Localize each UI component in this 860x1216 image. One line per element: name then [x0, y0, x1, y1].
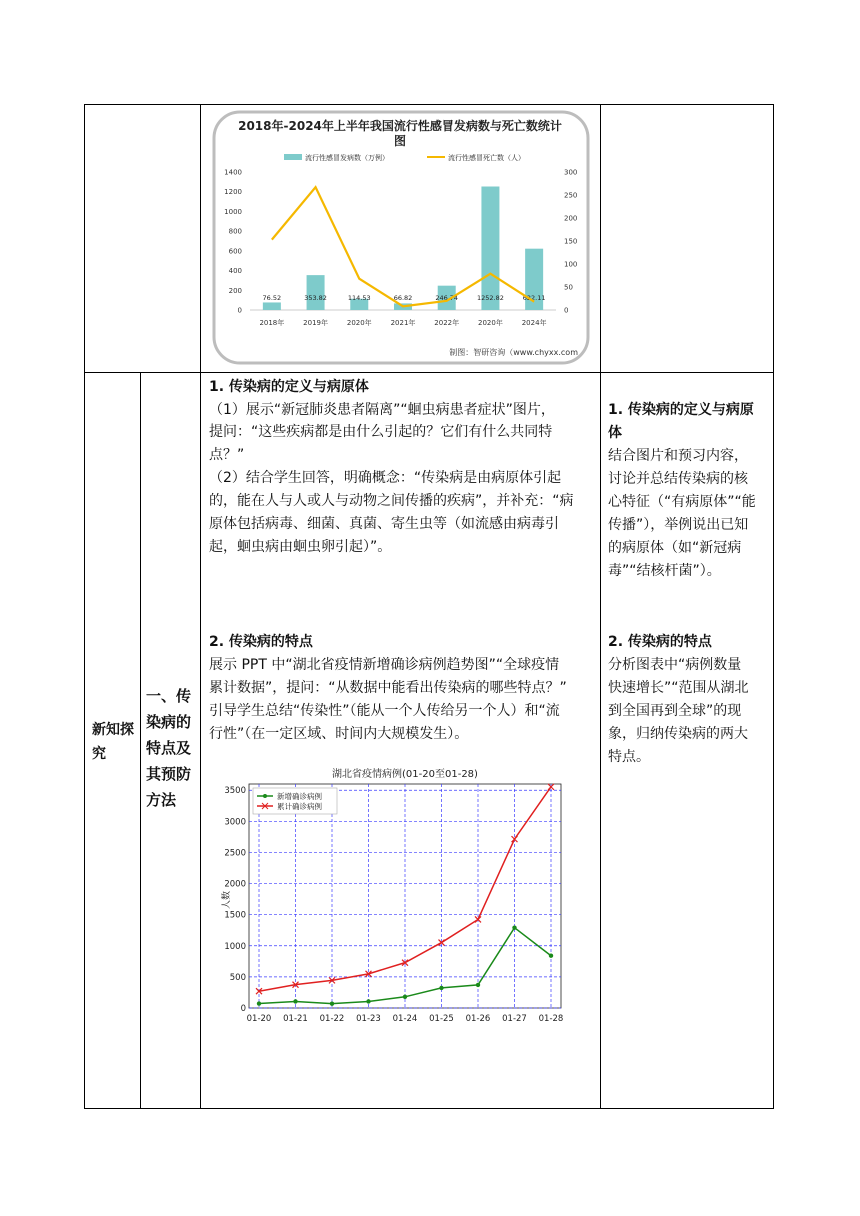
teacher-s1-title: 1. 传染病的定义与病原体 [209, 379, 369, 395]
hubei-point-new [366, 999, 370, 1003]
flu-ytick-left: 200 [228, 286, 242, 295]
flu-xtick: 2024年 [521, 319, 547, 327]
hubei-point-new [512, 925, 516, 929]
table-border-top [84, 104, 774, 105]
table-col-divider-1 [140, 372, 141, 1109]
teacher-s2-line4: 行性”（在一定区域、时间内大规模发生）。 [209, 726, 469, 742]
student-s1-title: 1. 传染病的定义与病原 [608, 402, 754, 418]
flu-ytick-left: 1000 [224, 207, 242, 216]
flu-ytick-right: 250 [564, 191, 578, 200]
flu-ytick-right: 300 [564, 168, 578, 177]
student-s1-line1: 结合图片和预习内容， [608, 448, 748, 464]
flu-ytick-right: 0 [564, 306, 569, 315]
flu-ytick-left: 1400 [224, 168, 242, 177]
table-col-divider-2 [200, 104, 201, 1109]
hubei-legend-label: 累计确诊病例 [277, 802, 322, 811]
hubei-xtick: 01-22 [319, 1014, 345, 1024]
flu-legend-bar-swatch [284, 154, 302, 160]
student-s1-line5: 的病原体（如“新冠病 [608, 540, 742, 556]
hubei-legend-label: 新增确诊病例 [277, 792, 322, 801]
flu-ytick-left: 0 [237, 306, 242, 315]
hubei-chart [222, 764, 564, 1026]
flu-xtick: 2019年 [303, 319, 328, 327]
flu-bar [481, 187, 499, 310]
flu-ytick-left: 600 [228, 247, 242, 256]
teacher-s1-line5: 的，能在人与人或人与动物之间传播的疾病”，并补充：“病 [209, 493, 574, 509]
student-s2-line2: 快速增长”“范围从湖北 [608, 680, 749, 696]
teacher-s2-title: 2. 传染病的特点 [209, 634, 313, 650]
teacher-s1-line2: 提问：“这些疾病都是由什么引起的？它们有什么共同特 [209, 424, 553, 440]
hubei-point-new [549, 954, 553, 958]
flu-bar [307, 275, 325, 310]
hubei-ytick: 3000 [224, 817, 246, 828]
hubei-point-new [476, 983, 480, 987]
teacher-s2-line3: 引导学生总结“传染性”（能从一个人传给另一个人）和“流 [209, 703, 560, 719]
hubei-ytick: 0 [240, 1004, 246, 1014]
student-s1-line6: 毒”“结核杆菌”）。 [608, 563, 721, 579]
hubei-ytick: 1500 [224, 910, 246, 921]
flu-chart-source: 制图：智研咨询（www.chyxx.com [449, 348, 578, 357]
hubei-ytick: 500 [229, 972, 246, 983]
hubei-ytick: 3500 [224, 786, 246, 797]
hubei-xtick: 01-21 [283, 1014, 308, 1024]
flu-ytick-right: 50 [564, 283, 573, 292]
student-s2-line5: 特点。 [608, 749, 650, 765]
table-border-bottom [84, 1108, 774, 1109]
student-s2-title: 2. 传染病的特点 [608, 634, 712, 650]
flu-legend-line-label: 流行性感冒死亡数（人） [448, 154, 525, 162]
hubei-xtick: 01-24 [392, 1014, 418, 1024]
student-s2-line3: 到全国再到全球”的现 [608, 703, 742, 719]
hubei-xtick: 01-28 [538, 1014, 564, 1024]
hubei-ytick: 1000 [224, 941, 246, 952]
flu-bar-label: 1252.82 [476, 294, 504, 302]
flu-xtick: 2020年 [346, 319, 372, 327]
flu-bar [263, 302, 281, 310]
flu-bar-label: 246.74 [435, 294, 459, 302]
flu-bar-label: 114.53 [347, 294, 371, 302]
flu-bar-label: 76.52 [262, 294, 282, 302]
flu-xtick: 2022年 [434, 319, 460, 327]
flu-xtick: 2020年 [478, 319, 503, 327]
table-border-left [84, 104, 85, 1109]
student-s1-line4: 传播”），举例说出已知 [608, 517, 749, 533]
table-col-divider-3 [600, 104, 601, 1109]
flu-ytick-right: 100 [564, 260, 578, 269]
hubei-legend-marker [263, 794, 267, 798]
student-s2-line4: 象，归纳传染病的两大 [608, 726, 748, 742]
hubei-point-new [257, 1001, 261, 1005]
hubei-chart-ylabel: 人数 [222, 890, 232, 910]
flu-ytick-right: 200 [564, 214, 578, 223]
table-border-right [773, 104, 774, 1109]
hubei-xtick: 01-26 [465, 1014, 491, 1024]
flu-xtick: 2018年 [259, 319, 285, 327]
flu-legend-bar-label: 流行性感冒发病数（万例） [305, 154, 389, 162]
flu-chart-svg [212, 110, 590, 365]
hubei-ytick: 2000 [224, 879, 246, 890]
sub-row-label: 一、传染病的特点及其预防方法 [146, 687, 192, 809]
teacher-s1-line6: 原体包括病毒、细菌、真菌、寄生虫等（如流感由病毒引 [209, 516, 559, 532]
flu-xtick: 2021年 [390, 319, 416, 327]
hubei-xtick: 01-23 [356, 1014, 381, 1024]
teacher-s1-line4: （2）结合学生回答，明确概念：“传染病是由病原体引起 [209, 470, 562, 486]
hubei-point-new [403, 995, 407, 999]
student-s2-line1: 分析图表中“病例数量 [608, 657, 742, 673]
hubei-xtick: 01-20 [246, 1014, 272, 1024]
flu-ytick-right: 150 [564, 237, 578, 246]
teacher-s1-line7: 起，蛔虫病由蛔虫卵引起）”。 [209, 539, 392, 555]
table-border-mid [84, 372, 774, 373]
flu-chart-title-line1: 2018年-2024年上半年我国流行性感冒发病数与死亡数统计 [238, 119, 562, 133]
hubei-xtick: 01-25 [429, 1014, 454, 1024]
hubei-point-new [293, 999, 297, 1003]
hubei-point-new [330, 1001, 334, 1005]
flu-chart-title-line2: 图 [393, 134, 407, 148]
hubei-point-new [439, 986, 443, 990]
hubei-ytick: 2500 [224, 848, 246, 859]
hubei-chart-title: 湖北省疫情病例(01-20至01-28) [332, 769, 478, 780]
teacher-s1-line1: （1）展示“新冠肺炎患者隔离”“蛔虫病患者症状”图片， [209, 402, 555, 418]
teacher-s2-line1: 展示 PPT 中“湖北省疫情新增确诊病例趋势图”“全球疫情 [209, 657, 560, 673]
teacher-s2-line2: 累计数据”，提问：“从数据中能看出传染病的哪些特点？” [209, 680, 567, 696]
student-s1-title-b: 体 [608, 425, 622, 441]
hubei-xtick: 01-27 [502, 1014, 527, 1024]
teacher-s1-line3: 点？” [209, 447, 245, 463]
student-s1-line2: 讨论并总结传染病的核 [608, 471, 748, 487]
row-label: 新知探究 [92, 722, 134, 762]
flu-ytick-left: 800 [228, 227, 242, 236]
student-s1-line3: 心特征（“有病原体”“能 [608, 494, 756, 510]
flu-ytick-left: 1200 [224, 188, 242, 197]
flu-ytick-left: 400 [228, 267, 242, 276]
flu-chart [212, 110, 590, 365]
flu-bar-label: 353.82 [304, 294, 327, 302]
flu-bar-label: 66.82 [393, 294, 413, 302]
hubei-chart-svg [222, 764, 564, 1026]
flu-bar-label: 622.11 [522, 294, 546, 302]
